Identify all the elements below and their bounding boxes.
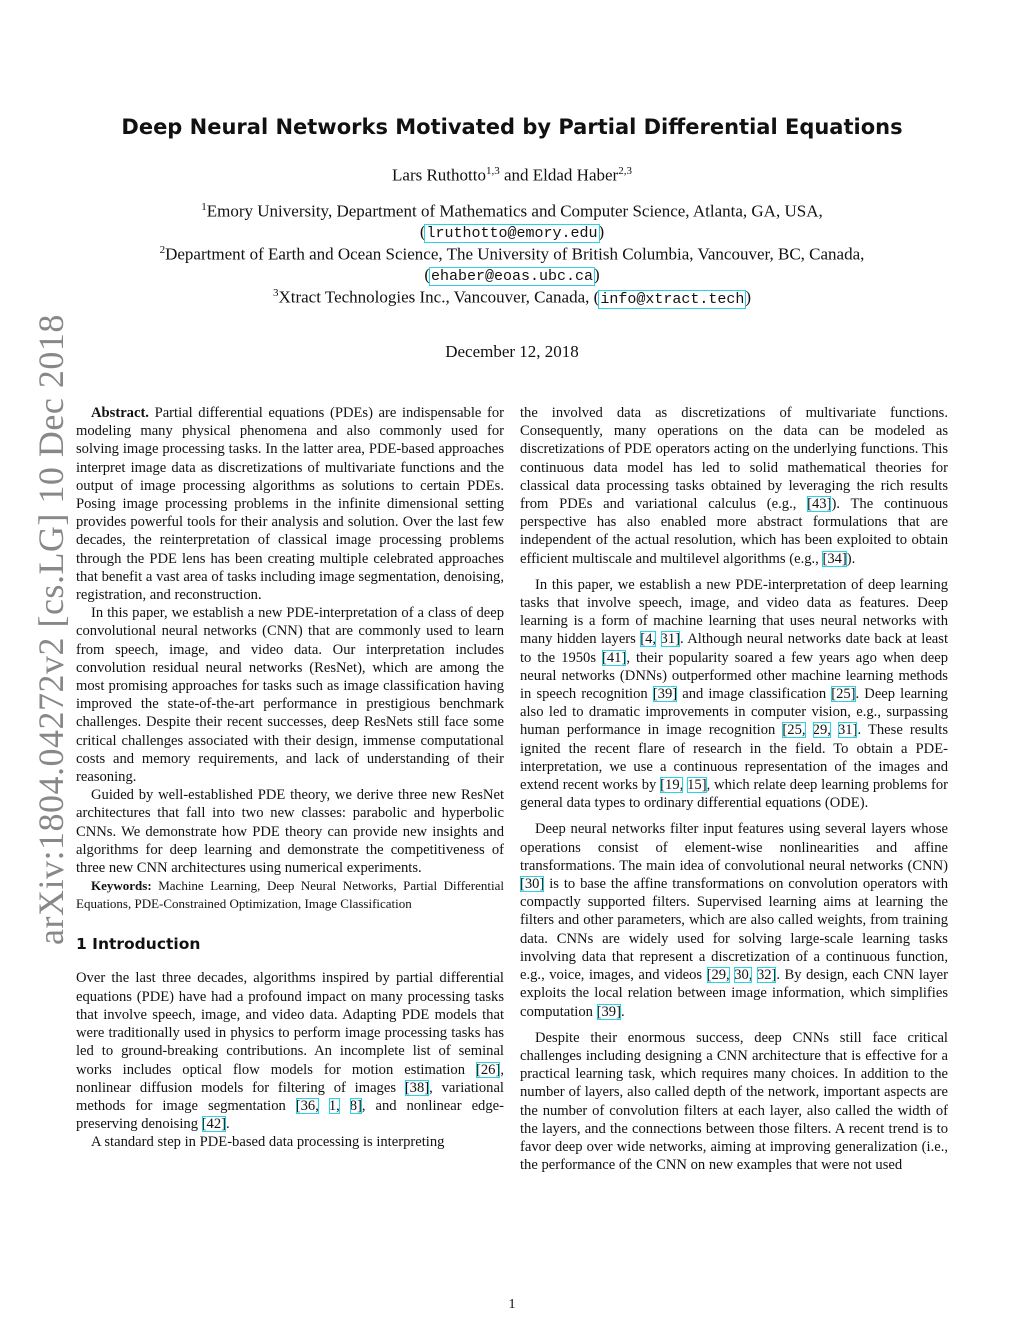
affiliation-2-text: Department of Earth and Ocean Science, The University of British Columbia, Vancouver, BC, Canada, — [165, 244, 865, 264]
right-text-3a: Deep neural networks filter input features using several layers whose operations consist of element-wise nonlinearities and affine transformations. The main idea of convolutional neural networks (CNN) — [520, 821, 948, 874]
email-link-2[interactable]: ehaber@eoas.ubc.ca — [430, 267, 594, 285]
affiliation-2-marker: 2 — [159, 244, 166, 256]
citation-43[interactable]: [43] — [807, 496, 832, 513]
right-text-2e: . Deep learning also led to dramatic improvements in computer vision, e.g., surpassing human performance in image recognition — [520, 686, 948, 739]
citation-32[interactable]: 32] — [756, 967, 777, 984]
intro-text-d: , and nonlinear edge-preserving denoising — [76, 1097, 504, 1133]
email-link-3[interactable]: info@xtract.tech — [600, 290, 745, 308]
citation-26[interactable]: [26] — [476, 1061, 501, 1078]
right-text-2g: , which relate deep learning problems for general data types to ordinary differential equations (ODE). — [520, 777, 948, 812]
citation-1[interactable]: 1, — [328, 1097, 340, 1114]
intro-text-c: , variational methods for image segmentation — [76, 1079, 504, 1114]
citation-29[interactable]: [29, — [706, 967, 730, 984]
affiliation-1: $^1$Emory University, Department of Mathematics and Computer Science, Atlanta, GA, USA, (lruthotto@emory.edu) — [201, 201, 823, 242]
citation-41[interactable]: [41] — [602, 649, 627, 666]
keywords-label: Keywords: — [91, 878, 152, 894]
paper-title: Deep Neural Networks Motivated by Partial Differential Equations — [121, 115, 903, 139]
citation-8[interactable]: 8] — [349, 1097, 362, 1114]
citation-4[interactable]: [4, — [640, 631, 657, 648]
page-number: 1 — [508, 1297, 516, 1312]
citation-38[interactable]: [38] — [404, 1079, 430, 1096]
citation-19[interactable]: [19, — [660, 777, 684, 794]
arxiv-identifier: arXiv:1804.04272v2 [cs.LG] 10 Dec 2018 — [31, 314, 71, 945]
intro-paragraph-1 — [76, 969, 504, 1133]
citation-31[interactable]: 31] — [838, 722, 858, 739]
intro-paragraph-2: A standard step in PDE-based data processing is interpreting — [91, 1134, 445, 1151]
abstract-text-1: Partial differential equations (PDEs) are indispensable for modeling many physical phenomena and also commonly used for solving image processing tasks. In the latter area, PDE-based approaches interpret image data as discretizations of multivariate functions and the output of image processing algorithms as solutions to certain PDEs. Posing image processing problems in the infinite dimensional setting provides powerful tools for their analysis and solution. Over the last few decades, the reinterpretation of classical image processing problems through the PDE lens has been creating multiple celebrated approaches that benefit a vast area of tasks including image segmentation, denoising, registration, and reconstruction. — [76, 405, 504, 604]
right-paragraph-2 — [520, 576, 948, 813]
right-text-3b: is to base the affine transformations on convolution operators with compactly supported filters. Supervised learning aims at learning the filters and other parameters, which are also called weights, from training data. CNNs are widely used for solving large-scale learning tasks involving data that represent a discretization of a continuous function, e.g., voice, images, and videos — [520, 876, 948, 984]
citation-29[interactable]: 29, — [812, 722, 831, 739]
right-paragraph-4: Despite their enormous success, deep CNNs still face critical challenges including designing a CNN architecture that is effective for a practical learning task, which requires many choices. In addition to the number of layers, also called depth of the network, important aspects are the number of convolution filters at each layer, also called the width of the layers, and the connections between those filters. A recent trend is to favor deep over wide networks, aiming at improving generalization (i.e., the performance of the CNN on new examples that were not used — [520, 1029, 948, 1174]
affiliation-3-marker: 3 — [272, 287, 279, 299]
right-text-2d: and image classification — [677, 686, 832, 703]
citation-39[interactable]: [39] — [596, 1003, 621, 1020]
right-text-2b: . Although neural networks date back at least to the 1950s — [520, 631, 949, 666]
publication-date: December 12, 2018 — [445, 342, 579, 361]
keywords — [76, 877, 504, 913]
author-1: Lars Ruthotto — [392, 165, 486, 185]
citation-25[interactable]: [25, — [782, 722, 806, 739]
right-paragraph-1 — [520, 404, 948, 568]
abstract-label: Abstract. — [91, 405, 149, 421]
author-2-affiliation: 2,3 — [618, 165, 632, 177]
intro-text-e: . — [225, 1116, 230, 1133]
right-paragraph-3 — [520, 820, 948, 1020]
intro-text-a: Over the last three decades, algorithms inspired by partial differential equations (PDE) have had a profound impact on many processing tasks that involve speech, image, and video data. Adapting PDE models that were traditionally used in physics to perform image processing tasks has led to ground-breaking contributions. An incomplete list of seminal works includes optical flow models for motion estimation — [76, 970, 504, 1078]
affiliation-2: $^2$Department of Earth and Ocean Science, The University of British Columbia, Vancouver, BC, Canada, (ehaber@eoas.ubc.ca) — [159, 244, 865, 285]
citation-34[interactable]: [34] — [822, 550, 847, 567]
citation-30[interactable]: 30, — [734, 967, 753, 984]
citation-42[interactable]: [42] — [201, 1116, 226, 1133]
affiliation-3-text: Xtract Technologies Inc., Vancouver, Canada, — [278, 287, 590, 307]
right-column — [520, 404, 948, 1174]
abstract-paragraph-1 — [76, 404, 504, 604]
left-column — [76, 404, 504, 1152]
author-conjunction: and — [503, 165, 529, 185]
right-text-1a: the involved data as discretizations of multivariate functions. Consequently, many operations on the data can be modeled as discretizations of PDE operators acting on the underlying functions. This continuous data model has led to solid mathematical theories for classical data processing tasks obtained by leveraging the rich results from PDEs and variational calculus (e.g., — [520, 405, 948, 513]
right-text-3d: . — [620, 1003, 625, 1020]
right-text-2a: In this paper, we establish a new PDE-interpretation of deep learning tasks that involve speech, image, and video data as features. Deep learning is a form of machine learning that uses neural networks with many hidden layers — [520, 576, 948, 648]
citation-36[interactable]: [36, — [295, 1097, 319, 1114]
abstract-paragraph-3: Guided by well-established PDE theory, we derive three new ResNet architectures that fall into two new classes: parabolic and hyperbolic CNNs. We demonstrate how PDE theory can provide new insights and algorithms for deep learning and demonstrate the competitiveness of three new CNN architectures using numerical experiments. — [76, 787, 504, 877]
abstract-paragraph-2: In this paper, we establish a new PDE-interpretation of a class of deep convolutional neural networks (CNN) that are commonly used to learn from speech, image, and video data. Our interpretation includes convolution residual neural networks (ResNet), which are among the most promising approaches for tasks such as image classification having improved the state-of-the-art performance in prestigious benchmark challenges. Despite their recent successes, deep ResNets still face some critical challenges associated with their design, immense computational costs and memory requirements, and lack of understanding of their reasoning. — [76, 605, 504, 786]
affiliation-3: $^3$Xtract Technologies Inc., Vancouver, Canada, (info@xtract.tech) — [272, 287, 752, 308]
citation-39[interactable]: [39] — [652, 686, 678, 703]
intro-text-b: , nonlinear diffusion models for filtering of images — [76, 1061, 504, 1096]
citation-30[interactable]: [30] — [520, 876, 545, 893]
email-link-1[interactable]: lruthotto@emory.edu — [426, 224, 598, 242]
author-line — [0, 165, 1024, 186]
citation-25[interactable]: [25] — [831, 686, 856, 703]
citation-31[interactable]: 31] — [660, 631, 680, 648]
right-text-2f: . These results ignited the recent flare of research in the field. To obtain a PDE-interpretation, we use a continuous representation of the images and extend recent works by — [520, 722, 948, 794]
keywords-text: Machine Learning, Deep Neural Networks, Partial Differential Equations, PDE-Constrained Optimization, Image Classification — [76, 878, 504, 912]
right-text-1b: ). The continuous perspective has also enabled more abstract formulations that are independent of the actual resolution, which has been exploited to obtain efficient multiscale and multilevel algorithms (e.g., — [520, 496, 948, 567]
affiliation-1-marker: 1 — [201, 201, 207, 213]
right-text-3c: . By design, each CNN layer exploits the local relation between image information, which simplifies computation — [520, 967, 948, 1020]
author-2: Eldad Haber — [532, 165, 619, 185]
citation-15[interactable]: 15] — [687, 777, 707, 794]
right-text-1c: ). — [846, 550, 856, 567]
author-1-affiliation: 1,3 — [485, 165, 500, 177]
section-heading-introduction: 1 Introduction — [76, 935, 201, 954]
right-text-2c: , their popularity soared a few years ago when deep neural networks (DNNs) outperformed other machine learning methods in speech recognition — [520, 649, 948, 703]
affiliation-1-text: Emory University, Department of Mathematics and Computer Science, Atlanta, GA, USA, — [206, 201, 823, 221]
